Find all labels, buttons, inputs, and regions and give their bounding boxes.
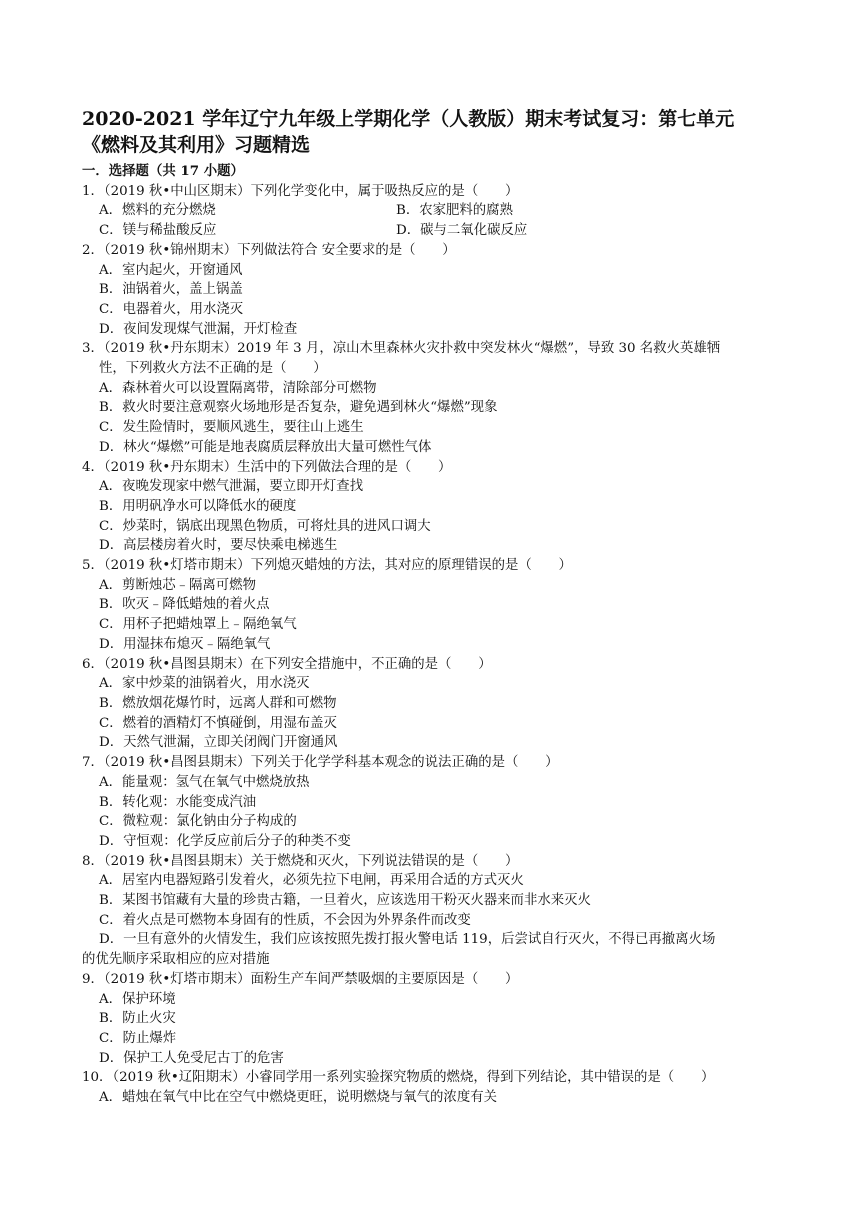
document-title [82,106,802,158]
option-a: A．家中炒菜的油锅着火，用水浇灭 [99,676,310,692]
option-b: B．燃放烟花爆竹时，远离人群和可燃物 [99,695,337,711]
option-b: B．农家肥料的腐熟 [396,203,513,219]
question-stem: 9．（2019 秋•灯塔市期末）面粉生产车间严禁吸烟的主要原因是（ ） [82,971,519,987]
question-stem: 5．（2019 秋•灯塔市期末）下列熄灭蜡烛的方法，其对应的原理错误的是（ ） [82,558,572,574]
option-a: A．保护环境 [99,991,176,1007]
question-8 [82,852,802,970]
option-d: D．高层楼房着火时，要尽快乘电梯逃生 [99,538,338,554]
option-c: C．着火点是可燃物本身固有的性质，不会因为外界条件而改变 [99,912,471,928]
option-d-continued: 的优先顺序采取相应的应对措施 [82,952,270,968]
option-d: D．夜间发现煤气泄漏，开灯检查 [99,321,298,337]
option-b: B．转化观：水能变成汽油 [99,794,257,810]
option-c: C．防止爆炸 [99,1030,177,1046]
option-d: D．天然气泄漏，立即关闭阀门开窗通风 [99,735,338,751]
option-d: D．林火“爆燃”可能是地表腐质层释放出大量可燃性气体 [99,439,432,455]
question-stem: 6．（2019 秋•昌图县期末）在下列安全措施中，不正确的是（ ） [82,656,492,672]
question-6 [82,655,802,754]
option-a: A．居室内电器短路引发着火，必须先拉下电闸，再采用合适的方式灭火 [99,873,524,889]
option-b: B．吹灭﹣降低蜡烛的着火点 [99,597,270,613]
question-stem: 10．（2019 秋•辽阳期末）小睿同学用一系列实验探究物质的燃烧，得到下列结论，其中错误的是（ ） [82,1070,715,1086]
title-line-2: 《燃料及其利用》习题精选 [82,134,311,156]
option-b: B．某图书馆藏有大量的珍贵古籍，一旦着火，应该选用干粉灭火器来而非水来灭火 [99,893,591,909]
question-stem: 1．（2019 秋•中山区期末）下列化学变化中，属于吸热反应的是（ ） [82,183,519,199]
option-b: B．救火时要注意观察火场地形是否复杂，避免遇到林火“爆燃”现象 [99,400,498,416]
question-stem-continued: 性，下列救火方法不正确的是（ ） [99,361,327,377]
option-a: A．蜡烛在氧气中比在空气中燃烧更旺，说明燃烧与氧气的浓度有关 [99,1090,497,1106]
question-4 [82,458,802,557]
option-a: A．剪断烛芯﹣隔离可燃物 [99,577,256,593]
question-3 [82,339,802,457]
option-a: A．室内起火，开窗通风 [99,262,243,278]
option-b: B．防止火灾 [99,1011,176,1027]
option-c: C．燃着的酒精灯不慎碰倒，用湿布盖灭 [99,715,337,731]
option-c: C．炒菜时，锅底出现黑色物质，可将灶具的进风口调大 [99,518,431,534]
option-a: A．森林着火可以设置隔离带，清除部分可燃物 [99,380,377,396]
document-body [82,162,802,1108]
question-stem: 7．（2019 秋•昌图县期末）下列关于化学学科基本观念的说法正确的是（ ） [82,755,559,771]
question-7 [82,753,802,852]
option-d: D．碳与二氧化碳反应 [396,223,528,239]
question-5 [82,556,802,655]
question-stem: 4．（2019 秋•丹东期末）生活中的下列做法合理的是（ ） [82,459,452,475]
question-stem: 2．（2019 秋•锦州期末）下列做法符合 安全要求的是（ ） [82,242,456,258]
option-c: C．发生险情时，要顺风逃生，要往山上逃生 [99,420,364,436]
question-stem: 3．（2019 秋•丹东期末）2019 年 3 月，凉山木里森林火灾扑救中突发林火“爆燃”，导致 30 名救火英雄牺 [82,341,721,357]
option-a: A．夜晚发现家中燃气泄漏，要立即开灯查找 [99,479,364,495]
question-9 [82,970,802,1069]
option-c: C．用杯子把蜡烛罩上﹣隔绝氧气 [99,617,297,633]
title-line-1: 2020-2021 学年辽宁九年级上学期化学（人教版）期末考试复习：第七单元 [82,108,735,130]
option-d: D．一旦有意外的火情发生，我们应该按照先拨打报火警电话 119，后尝试自行灭火，不得已再撤离火场 [99,932,716,948]
option-row [82,221,802,241]
question-10 [82,1068,802,1107]
option-a: A．能量观：氢气在氧气中燃烧放热 [99,774,310,790]
option-b: B．油锅着火，盖上锅盖 [99,282,243,298]
option-c: C．镁与稀盐酸反应 [99,223,217,239]
option-a: A．燃料的充分燃烧 [99,203,216,219]
option-c: C．电器着火，用水浇灭 [99,301,244,317]
option-b: B．用明矾净水可以降低水的硬度 [99,498,297,514]
section-heading: 一．选择题（共 17 小题） [82,163,244,179]
option-d: D．保护工人免受尼古丁的危害 [99,1050,284,1066]
question-2 [82,241,802,340]
question-stem: 8．（2019 秋•昌图县期末）关于燃烧和灭火，下列说法错误的是（ ） [82,853,519,869]
option-c: C．微粒观：氯化钠由分子构成的 [99,814,297,830]
option-row [82,201,802,221]
option-d: D．守恒观：化学反应前后分子的种类不变 [99,833,351,849]
question-1 [82,182,802,241]
option-d: D．用湿抹布熄灭﹣隔绝氧气 [99,636,271,652]
